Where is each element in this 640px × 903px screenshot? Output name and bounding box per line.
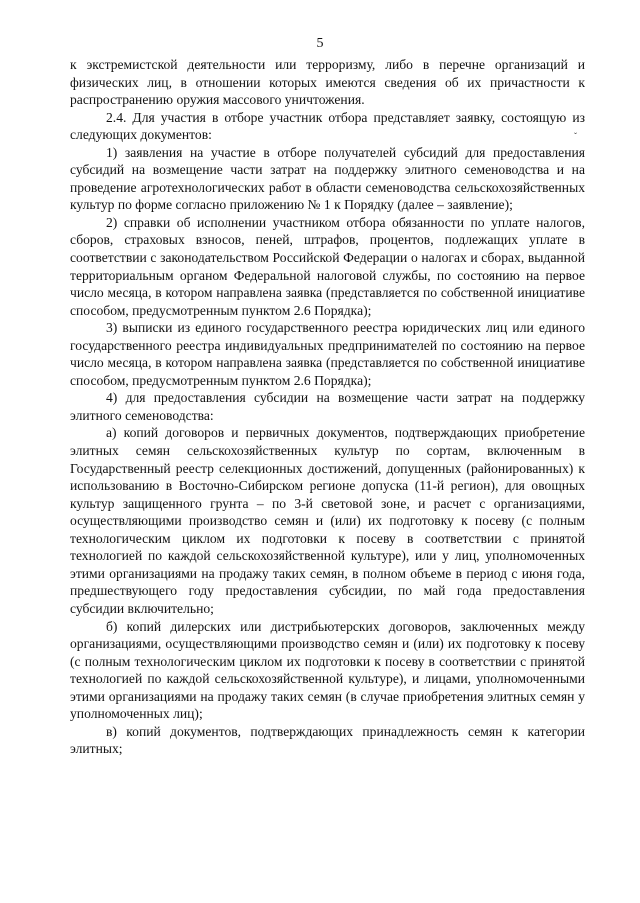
list-item-2: 2) справки об исполнении участником отбора обязанности по уплате налогов, сборов, страховых взносов, пеней, штрафов, процентов, подлежащих уплате в соответствии с законодательством Российской Федерации о налогах и сборах, выданной территориальным органом Федеральной налоговой службы, по состоянию на первое число месяца, в котором направлена заявка (представляется по собственной инициативе способом, предусмотренным пунктом 2.6 Порядка); <box>70 214 585 318</box>
sub-item-v: в) копий документов, подтверждающих принадлежность семян к категории элитных; <box>70 723 585 757</box>
paragraph-continuation: к экстремистской деятельности или терроризму, либо в перечне организаций и физических лиц, в отношении которых имеются сведения об их причастности к распространению оружия массового уничтожения. <box>70 57 585 108</box>
document-body <box>70 56 585 758</box>
list-item-4: 4) для предоставления субсидии на возмещение части затрат на поддержку элитного семеноводства: <box>70 390 585 423</box>
paragraph-2-4: 2.4. Для участия в отборе участник отбора представляет заявку, состоящую из следующих документов: <box>70 109 585 143</box>
list-item-3: 3) выписки из единого государственного реестра юридических лиц или единого государственного реестра индивидуальных предпринимателей по состоянию на первое число месяца, в котором направлена заявка (представляется по собственной инициативе способом, предусмотренным пунктом 2.6 Порядка); <box>70 320 585 388</box>
margin-tick-mark: ˇ <box>574 131 577 141</box>
sub-item-b: б) копий дилерских или дистрибьютерских договоров, заключенных между организациями, осуществляющими производство семян и (или) их подготовку к посеву (с полным технологическим циклом их подготовки к посеву в соответствии с принятой технологией по каждой сельскохозяйственной культуре), и лицами, уполномоченными этими организациями на продажу таких семян (в случае приобретения элитных семян у уполномоченных лиц); <box>70 618 585 722</box>
page-number: 5 <box>316 36 324 51</box>
list-item-1: 1) заявления на участие в отборе получателей субсидий для предоставления субсидий на возмещение части затрат на поддержку элитного семеноводства и на проведение агротехнологических работ в области семеноводства сельскохозяйственных культур по форме согласно приложению № 1 к Порядку (далее – заявление); <box>70 144 585 213</box>
sub-item-a: а) копий договоров и первичных документов, подтверждающих приобретение элитных семян сельскохозяйственных культур по сортам, включенным в Государственный реестр селекционных достижений, допущенных (районированных) к использованию в Восточно-Сибирском регионе допуска (11-й регион), для овощных культур защищенного грунта – по 3-й световой зоне, и расчет с организациями, осуществляющими производство семян и (или) их подготовку к посеву (с полным технологическим циклом их подготовки к посеву в соответствии с принятой технологией по каждой сельскохозяйственной культуре), или у лиц, уполномоченных этими организациями на продажу таких семян, в полном объеме в период с июня года, предшествующего году предоставления субсидии, по май года предоставления субсидии включительно; <box>70 425 585 616</box>
